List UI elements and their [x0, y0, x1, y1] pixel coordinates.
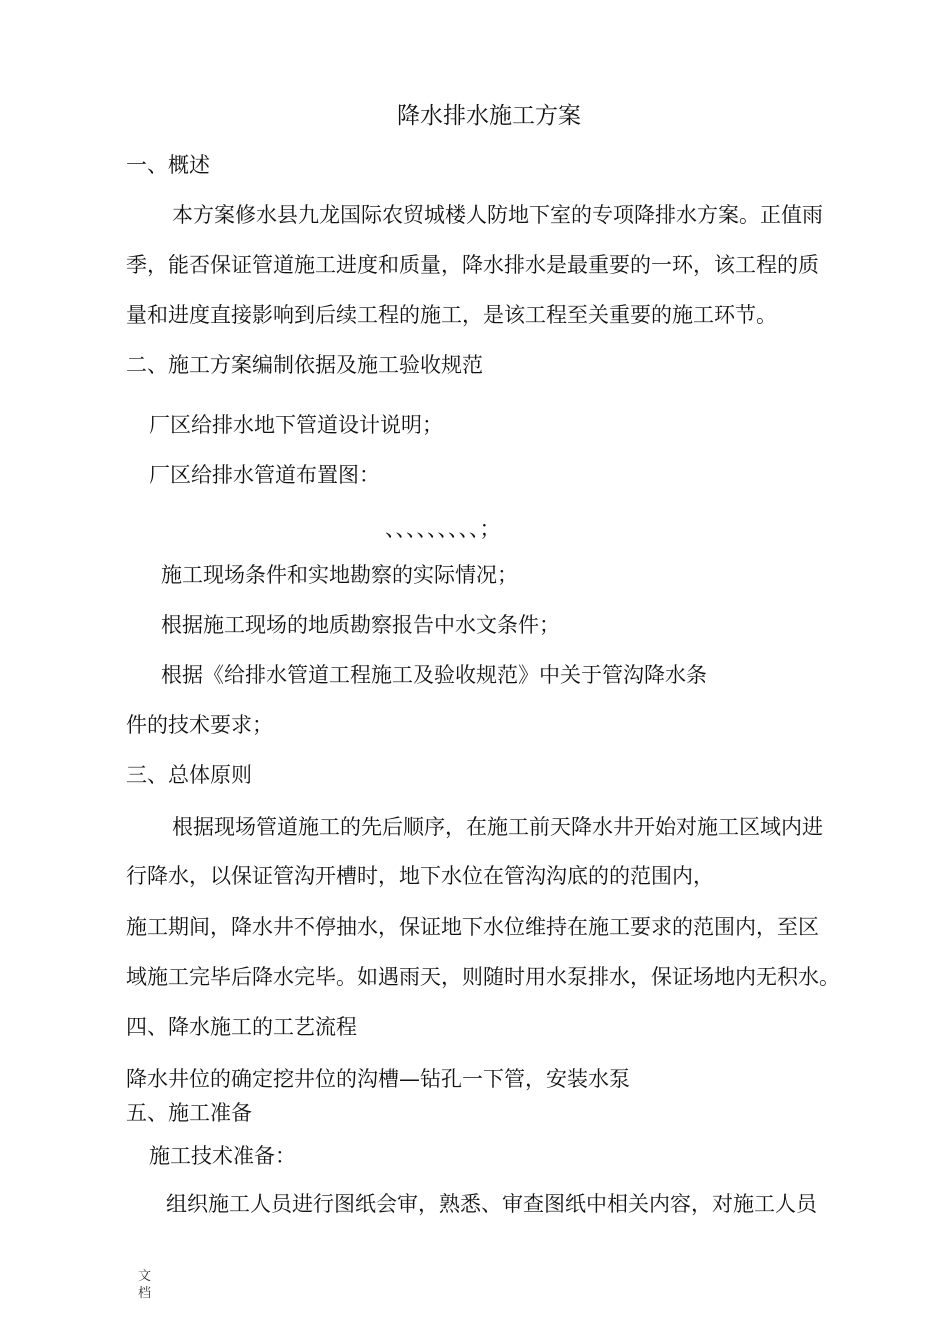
list-item: 施工现场条件和实地勘察的实际情况； [161, 563, 518, 587]
list-separator-dots: 、、、、、、、、、； [385, 517, 501, 541]
page-footer: 文档 [138, 1269, 152, 1301]
paragraph-line: 降水井位的确定挖井位的沟槽—钻孔一下管，安装水泵 [126, 1067, 630, 1091]
paragraph-line: 根据现场管道施工的先后顺序，在施工前天降水井开始对施工区域内进 [172, 815, 823, 839]
list-item-continuation: 件的技术要求； [126, 713, 273, 737]
list-item: 厂区给排水地下管道设计说明； [149, 413, 443, 437]
section-heading-overview: 一、概述 [126, 153, 210, 177]
document-title: 降水排水施工方案 [397, 103, 581, 129]
paragraph-line: 行降水，以保证管沟开槽时，地下水位在管沟沟底的的范围内， [126, 864, 714, 888]
paragraph-line: 季，能否保证管道施工进度和质量，降水排水是最重要的一环，该工程的质 [126, 253, 819, 277]
section-heading-process: 四、降水施工的工艺流程 [126, 1015, 357, 1039]
list-item: 根据施工现场的地质勘察报告中水文条件； [161, 613, 560, 637]
section-heading-principle: 三、总体原则 [126, 763, 252, 787]
paragraph-line: 域施工完毕后降水完毕。如遇雨天，则随时用水泵排水，保证场地内无积水。 [126, 965, 840, 989]
paragraph-line: 施工期间，降水井不停抽水，保证地下水位维持在施工要求的范围内，至区 [126, 915, 819, 939]
paragraph-line: 组织施工人员进行图纸会审，熟悉、审查图纸中相关内容，对施工人员 [166, 1192, 817, 1216]
section-heading-preparation: 五、施工准备 [126, 1101, 252, 1125]
paragraph-line: 量和进度直接影响到后续工程的施工，是该工程至关重要的施工环节。 [126, 303, 777, 327]
list-item: 厂区给排水管道布置图： [149, 463, 380, 487]
subsection-heading: 施工技术准备： [149, 1144, 296, 1168]
paragraph-line: 本方案修水县九龙国际农贸城楼人防地下室的专项降排水方案。正值雨 [172, 203, 823, 227]
section-heading-basis: 二、施工方案编制依据及施工验收规范 [126, 353, 483, 377]
list-item: 根据《给排水管道工程施工及验收规范》中关于管沟降水条 [161, 663, 707, 687]
